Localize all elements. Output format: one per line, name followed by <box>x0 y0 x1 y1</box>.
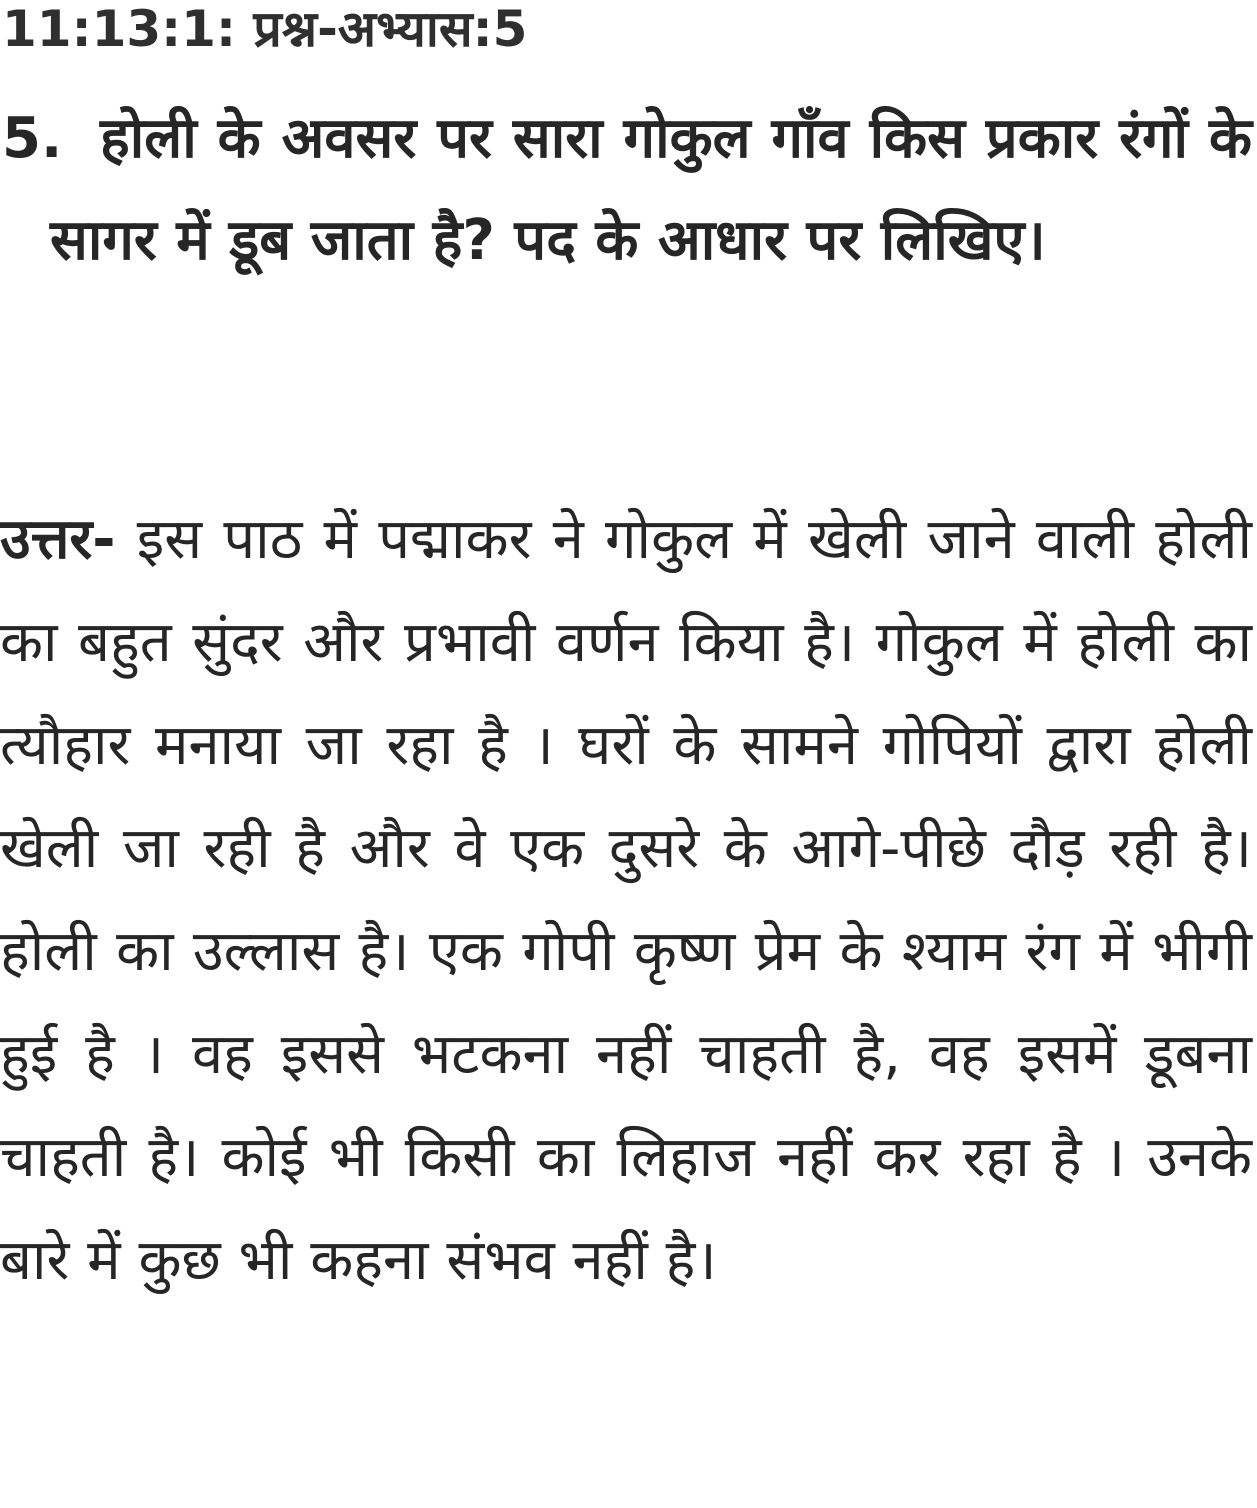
answer-text: इस पाठ में पद्माकर ने गोकुल में खेली जाने वाली होली का बहुत सुंदर और प्रभावी वर्णन किया है। गोकुल में होली का त्यौहार मनाया जा रहा है । घरों के सामने गोपियों द्वारा होली खेली जा रही है और वे एक दुसरे के आगे-पीछे दौड़ रही है। होली का उल्लास है। एक गोपी कृष्ण प्रेम के श्याम रंग में भीगी हुई है । वह इससे भटकना नहीं चाहती है, वह इसमें डूबना चाहती है। कोई भी किसी का लिहाज नहीं कर रहा है । उनके बारे में कुछ भी कहना संभव नहीं है। <box>0 507 1252 1293</box>
answer-block <box>0 488 1252 1312</box>
answer-label: उत्तर- <box>0 507 116 572</box>
section-heading: 11:13:1: प्रश्न-अभ्यास:5 <box>2 0 528 58</box>
question-block <box>0 88 1252 292</box>
question-text: होली के अवसर पर सारा गोकुल गाँव किस प्रकार रंगों के सागर में डूब जाता है? पद के आधार पर लिखिए। <box>50 106 1252 273</box>
question-number: 5. <box>2 106 63 171</box>
